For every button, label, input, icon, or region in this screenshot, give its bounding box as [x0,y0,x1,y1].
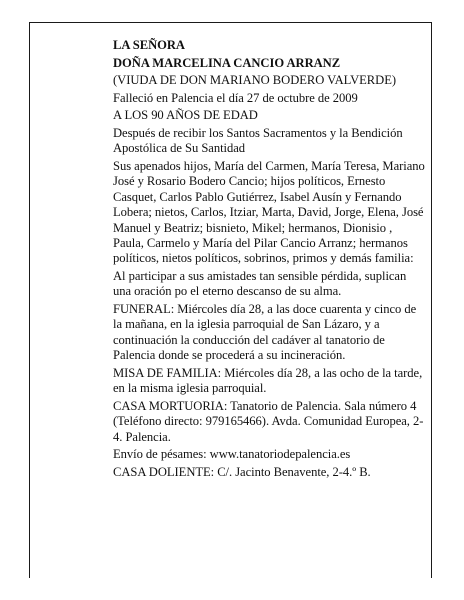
mourning-home-address: CASA DOLIENTE: C/. Jacinto Benavente, 2-4.º B. [113,464,371,479]
obituary-notice [113,38,425,482]
deceased-name: DOÑA MARCELINA CANCIO ARRANZ [113,55,341,70]
death-info: Falleció en Palencia el día 27 de octubre de 2009 [113,90,358,105]
family-mass-info: MISA DE FAMILIA: Miércoles día 28, a las ocho de la tarde, en la misma iglesia parroquial. [113,365,423,396]
condolences-website: Envío de pésames: www.tanatoriodepalencia.es [113,447,351,462]
prayer-request: Al participar a sus amistades tan sensible pérdida, suplican una oración po el eterno descanso de su alma. [113,269,407,299]
family-list: Sus apenados hijos, María del Carmen, María Teresa, Mariano José y Rosario Bodero Cancio; hijos políticos, Ernesto Casquet, Carlos Pablo Gutiérrez, Isabel Ausín y Fernando Lobera; nietos, Carlos, Itziar, Marta, David, Jorge, Elena, José Manuel y Beatriz; bisnieto, Mikel; hermanos, Dionisio , Paula, Carmelo y María del Pilar Cancio Arranz; hermanos políticos, nietos políticos, sobrinos, primos y demás familia: [113,158,425,266]
funeral-home-info: CASA MORTUORIA: Tanatorio de Palencia. Sala número 4 (Teléfono directo: 979165466). Avda. Comunidad Europea, 2-4. Palencia. [113,398,424,444]
sacraments-text: Después de recibir los Santos Sacramentos y la Bendición Apostólica de Su Santidad [113,125,403,156]
funeral-info: FUNERAL: Miércoles día 28, a las doce cuarenta y cinco de la mañana, en la iglesia parroquial de San Lázaro, y a continuación la conducción del cadáver al tanatorio de Palencia donde se procederá a su incineración. [113,302,417,363]
notice-title-line1: LA SEÑORA [113,38,185,52]
age-info: A LOS 90 AÑOS DE EDAD [113,108,258,123]
widow-of: (VIUDA DE DON MARIANO BODERO VALVERDE) [113,73,396,88]
